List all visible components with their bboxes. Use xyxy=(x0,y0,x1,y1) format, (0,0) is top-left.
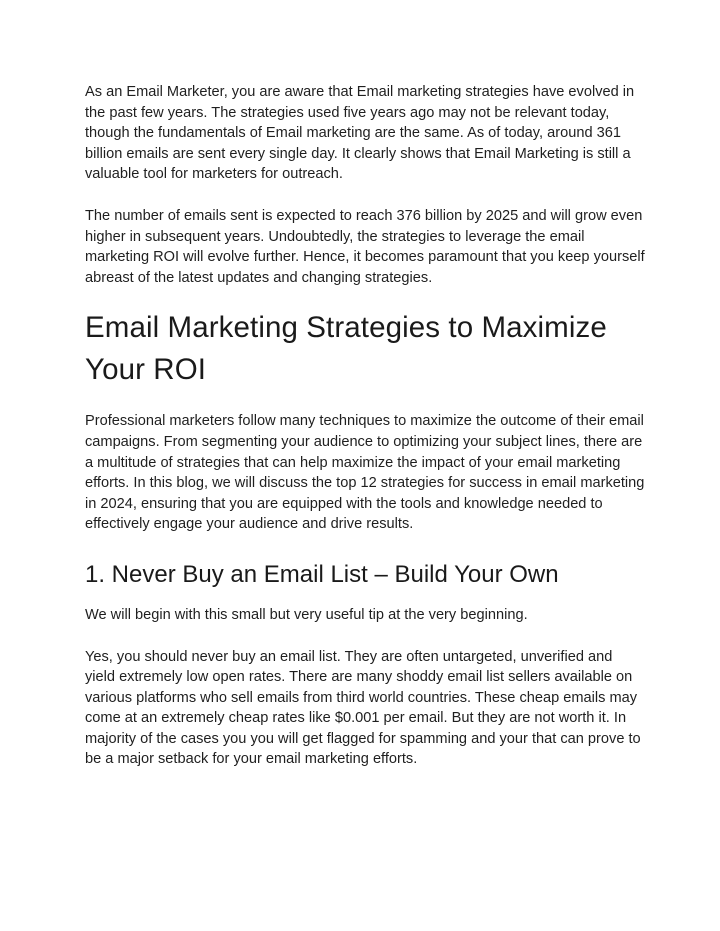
strategies-paragraph: Professional marketers follow many techniques to maximize the outcome of their email campaigns. From segmenting your audience to optimizing your subject lines, there are a multitude of strategies that can help maximize the impact of your email marketing efforts. In this blog, we will discuss the top 12 strategies for success in email marketing in 2024, ensuring that you are equipped with the tools and knowledge needed to effectively engage your audience and drive results. xyxy=(85,413,645,533)
section-1-paragraph-1: We will begin with this small but very useful tip at the very beginning. xyxy=(85,606,528,623)
intro-paragraph-2: The number of emails sent is expected to reach 376 billion by 2025 and will grow even higher in subsequent years. Undoubtedly, the strategies to leverage the email marketing ROI will evolve further. Hence, it becomes paramount that you keep yourself abreast of the latest updates and changing strategies. xyxy=(85,207,645,286)
document-page xyxy=(85,82,645,770)
strategies-heading: Email Marketing Strategies to Maximize Your ROI xyxy=(85,311,607,387)
intro-paragraph-1: As an Email Marketer, you are aware that Email marketing strategies have evolved in the past few years. The strategies used five years ago may not be relevant today, though the fundamentals of Email marketing are the same. As of today, around 361 billion emails are sent every single day. It clearly shows that Email Marketing is still a valuable tool for marketers for outreach. xyxy=(85,84,635,183)
section-1-paragraph-2: Yes, you should never buy an email list. They are often untargeted, unverified and yield extremely low open rates. There are many shoddy email list sellers available on various platforms who sell emails from third world countries. These cheap emails may come at an extremely cheap rates like $0.001 per email. But they are not worth it. In majority of the cases you you will get flagged for spamming and your that can prove to be a major setback for your email marketing efforts. xyxy=(85,648,641,768)
section-1-heading: 1. Never Buy an Email List – Build Your Own xyxy=(85,560,559,588)
